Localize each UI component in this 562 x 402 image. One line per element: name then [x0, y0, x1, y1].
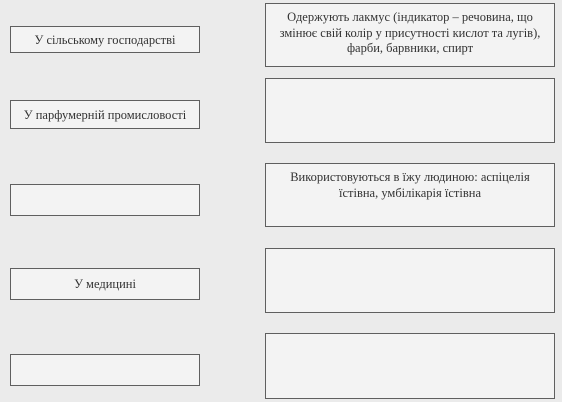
- right-box-empty-3: [265, 333, 555, 399]
- left-box-label: У сільському господарстві: [34, 32, 176, 47]
- right-box-empty-2: [265, 248, 555, 313]
- left-box-empty-2: [10, 354, 200, 386]
- left-box-label: У парфумерній промисловості: [23, 107, 187, 122]
- left-box-perfumery: [10, 100, 200, 129]
- left-box-label: У медицині: [74, 277, 136, 291]
- right-box-litmus: [265, 3, 555, 67]
- right-box-text: Одержують лакмус (індикатор – речовина, що змінює свій колір у присутності кислот та лугів), фарби, барвники, спирт: [279, 10, 541, 55]
- left-box-agriculture: [10, 26, 200, 53]
- right-box-food-use: [265, 163, 555, 227]
- right-box-text: Використовуються в їжу людиною: аспіцелія їстівна, умбілікарія їстівна: [290, 170, 530, 200]
- left-box-empty-1: [10, 184, 200, 216]
- right-box-empty-1: [265, 78, 555, 143]
- left-box-medicine: [10, 268, 200, 300]
